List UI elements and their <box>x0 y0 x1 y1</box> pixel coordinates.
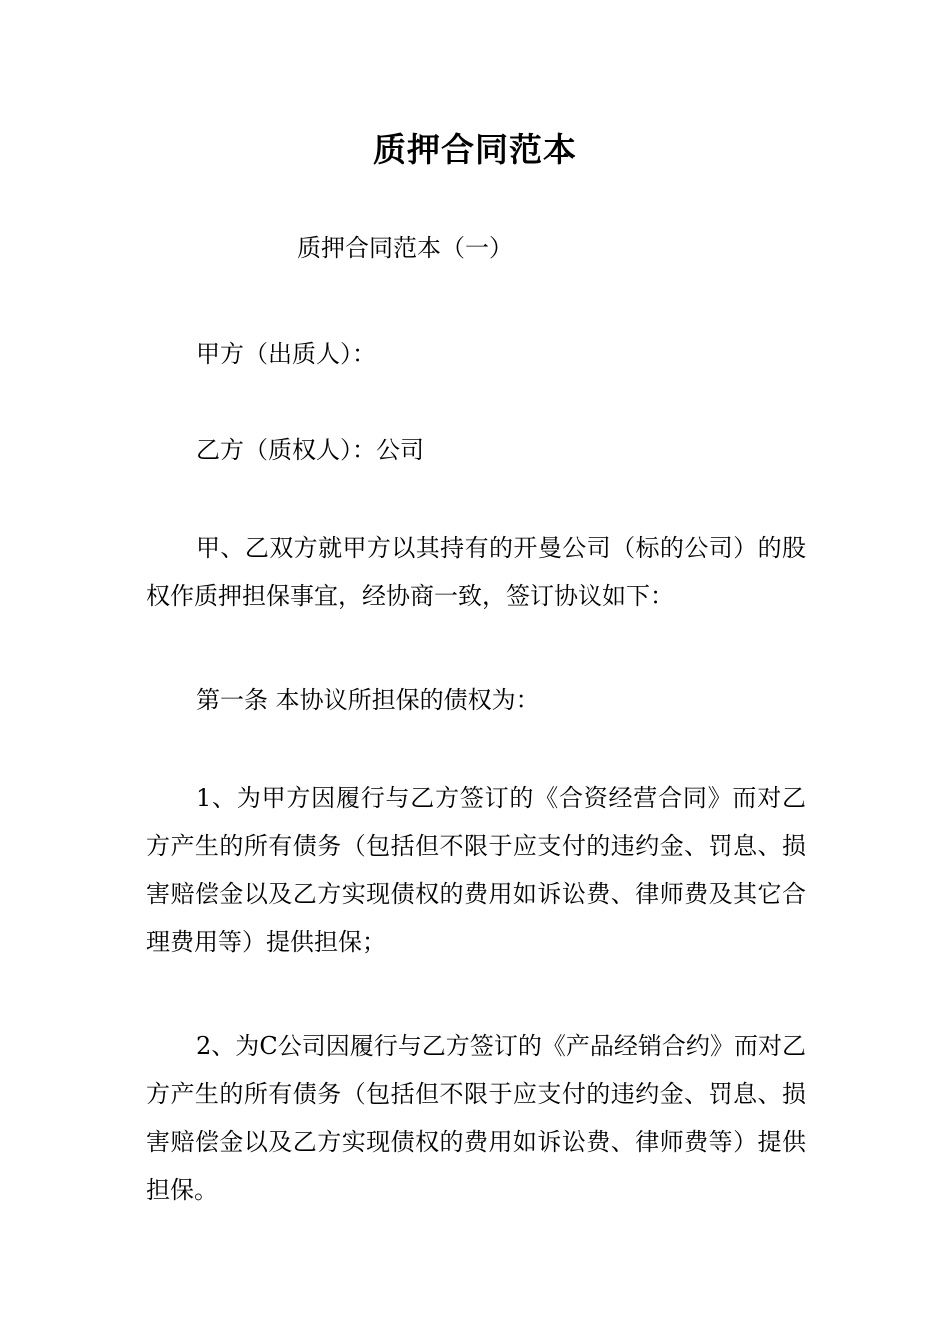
clause-1-paragraph: 1、为甲方因履行与乙方签订的《合资经营合同》而对乙方产生的所有债务（包括但不限于应支付的违约金、罚息、损害赔偿金以及乙方实现债权的费用如诉讼费、律师费及其它合理费用等）提供担保； <box>146 784 806 956</box>
document-subtitle: 质押合同范本（一） <box>297 234 513 262</box>
article-one-heading: 第一条 本协议所担保的债权为： <box>196 686 540 714</box>
clause-2-paragraph: 2、为C公司因履行与乙方签订的《产品经销合约》而对乙方产生的所有债务（包括但不限于应支付的违约金、罚息、损害赔偿金以及乙方实现债权的费用如诉讼费、律师费等）提供担保。 <box>146 1032 806 1204</box>
party-a-line: 甲方（出质人）： <box>196 340 376 368</box>
party-b-line: 乙方（质权人）：公司 <box>196 436 424 464</box>
preamble-paragraph: 甲、乙双方就甲方以其持有的开曼公司（标的公司）的股权作质押担保事宜，经协商一致，签订协议如下： <box>146 534 806 610</box>
document-title: 质押合同范本 <box>373 130 577 169</box>
